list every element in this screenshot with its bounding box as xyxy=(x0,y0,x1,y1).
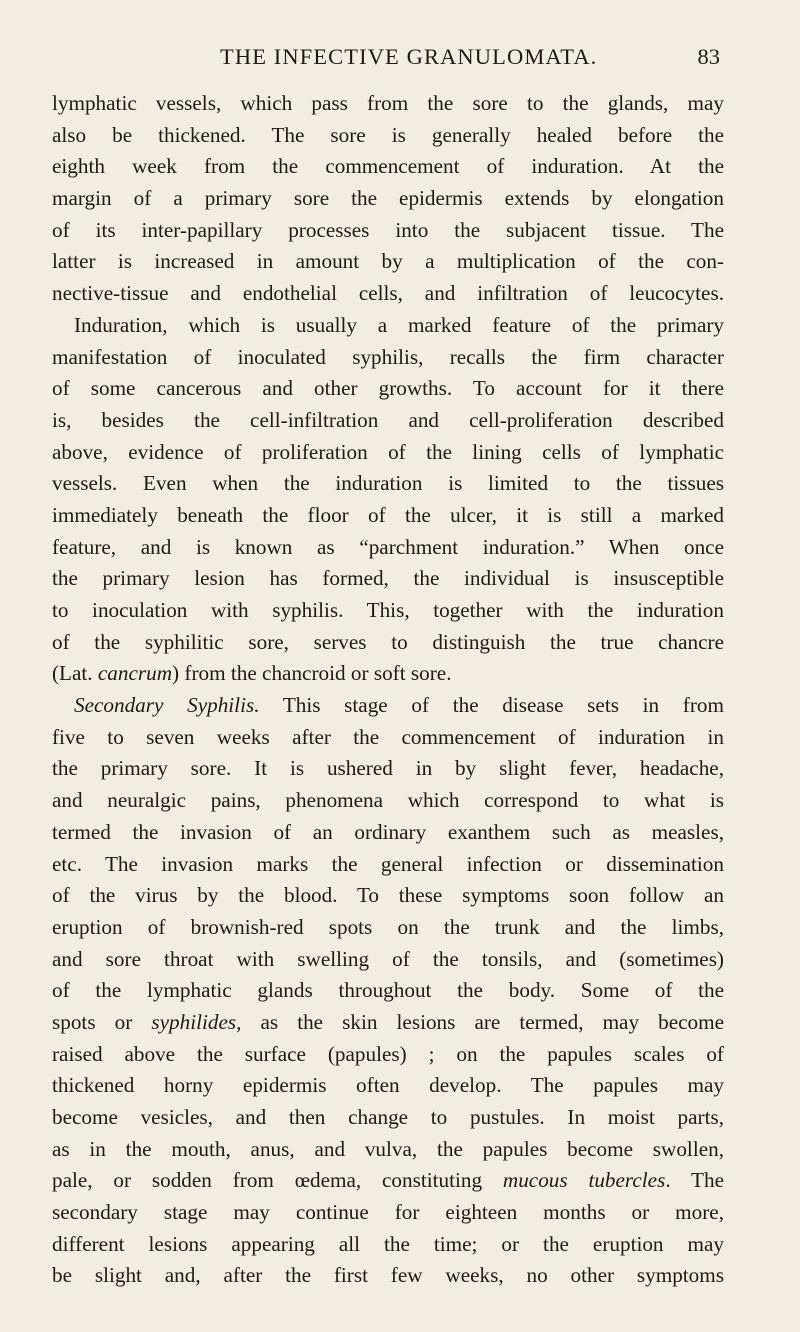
text-line xyxy=(52,1007,724,1039)
line-text: (Lat. xyxy=(52,661,98,686)
line-text: ) from the chancroid or soft sore. xyxy=(172,661,452,686)
text-line: raised above the surface (papules) ; on the papules scales of xyxy=(52,1041,724,1066)
text-line: of its inter-papillary processes into the subjacent tissue. The xyxy=(52,217,724,242)
page-number: 83 xyxy=(697,44,720,69)
text-line: feature, and is known as “parchment induration.” When once xyxy=(52,534,724,559)
text-line: termed the invasion of an ordinary exanthem such as measles, xyxy=(52,819,724,844)
line-text: . The xyxy=(665,1168,725,1193)
text-line: five to seven weeks after the commencement of induration in xyxy=(52,724,724,749)
text-line: different lesions appearing all the time; or the eruption may xyxy=(52,1231,724,1256)
text-line: and neuralgic pains, phenomena which correspond to what is xyxy=(52,788,724,813)
text-line: nective-tissue and endothelial cells, and infiltration of leucocytes. xyxy=(52,281,724,306)
text-line: be slight and, after the first few weeks, no other symptoms xyxy=(52,1263,724,1288)
line-text: pale, or sodden from œdema, constituting xyxy=(52,1168,503,1193)
text-line: thickened horny epidermis often develop. The papules may xyxy=(52,1073,724,1098)
text-line: immediately beneath the floor of the ulcer, it is still a marked xyxy=(52,502,724,527)
paragraph-start-line: Induration, which is usually a marked feature of the primary xyxy=(74,312,724,337)
text-line: become vesicles, and then change to pustules. In moist parts, xyxy=(52,1105,724,1129)
latin-term: cancrum xyxy=(97,661,173,686)
text-line: of the virus by the blood. To these symptoms soon follow an xyxy=(52,883,724,908)
text-line: also be thickened. The sore is generally healed before the xyxy=(52,122,724,147)
text-line: of the lymphatic glands throughout the body. Some of the xyxy=(52,978,724,1003)
text-line: manifestation of inoculated syphilis, recalls the firm character xyxy=(52,344,724,369)
line-text: This stage of the disease sets in from xyxy=(259,693,724,718)
italic-term: syphilides xyxy=(151,1009,237,1034)
text-line: and sore throat with swelling of the tonsils, and (sometimes) xyxy=(52,946,724,971)
body-text xyxy=(52,88,724,1292)
text-line: of some cancerous and other growths. To account for it there xyxy=(52,376,724,401)
text-line xyxy=(52,1165,724,1197)
section-heading-line xyxy=(52,690,724,722)
page-header xyxy=(220,44,720,74)
text-line: is, besides the cell-infiltration and cell-proliferation described xyxy=(52,407,724,432)
text-line: lymphatic vessels, which pass from the sore to the glands, may xyxy=(52,91,724,115)
line-text: , as the skin lesions are termed, may become xyxy=(236,1009,724,1034)
text-line: margin of a primary sore the epidermis extends by elongation xyxy=(52,186,724,211)
text-line: the primary sore. It is ushered in by slight fever, headache, xyxy=(52,756,724,781)
text-line: above, evidence of proliferation of the lining cells of lymphatic xyxy=(52,439,724,464)
text-line: eruption of brownish-red spots on the trunk and the limbs, xyxy=(52,914,724,939)
text-line: secondary stage may continue for eighteen months or more, xyxy=(52,1200,724,1225)
section-heading: Secondary Syphilis. xyxy=(74,693,260,718)
text-line xyxy=(52,658,724,690)
text-line: vessels. Even when the induration is limited to the tissues xyxy=(52,471,724,496)
text-line: of the syphilitic sore, serves to distinguish the true chancre xyxy=(52,629,724,654)
text-line: latter is increased in amount by a multiplication of the con- xyxy=(52,249,724,274)
text-line: the primary lesion has formed, the individual is insusceptible xyxy=(52,566,724,591)
text-line: etc. The invasion marks the general infection or dissemination xyxy=(52,851,724,876)
italic-term: mucous tubercles xyxy=(502,1168,666,1193)
text-line: to inoculation with syphilis. This, together with the induration xyxy=(52,598,724,622)
line-text: spots or xyxy=(52,1009,152,1034)
text-line: as in the mouth, anus, and vulva, the papules become swollen, xyxy=(52,1136,724,1161)
text-line: eighth week from the commencement of induration. At the xyxy=(52,154,724,179)
running-head: THE INFECTIVE GRANULOMATA. xyxy=(220,44,598,69)
